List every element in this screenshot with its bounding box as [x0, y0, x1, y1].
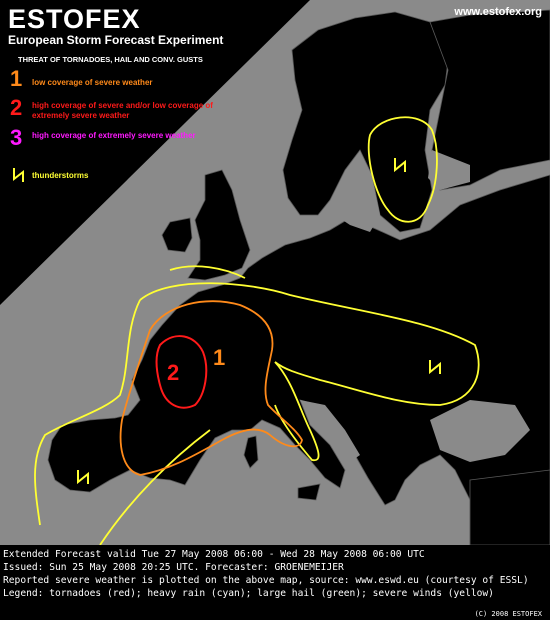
footer-valid: Extended Forecast valid Tue 27 May 2008 06:00 - Wed 28 May 2008 06:00 UTC — [3, 549, 425, 560]
legend-thunderstorms-text: thunderstorms — [32, 171, 89, 180]
legend-level3-text: high coverage of extremely severe weather — [32, 131, 196, 140]
turkey — [470, 470, 550, 545]
legend-level1-number: 1 — [10, 66, 23, 91]
site-url[interactable]: www.estofex.org — [454, 6, 542, 18]
brand-title: ESTOFEX — [8, 4, 141, 34]
legend-level2-text: high coverage of severe and/or low coverage of extremely severe weather — [32, 101, 213, 120]
footer-reported: Reported severe weather is plotted on the above map, source: www.eswd.eu (courtesy of ESSL) — [3, 575, 529, 586]
legend-title: THREAT OF TORNADOES, HAIL AND CONV. GUSTS — [18, 55, 203, 64]
footer-issued: Issued: Sun 25 May 2008 20:25 UTC. Forecaster: GROENEMEIJER — [3, 562, 344, 573]
lightning-icon — [10, 165, 28, 185]
footer-legend: Legend: tornadoes (red); heavy rain (cyan); large hail (green); severe winds (yellow) — [3, 588, 494, 599]
brand-subtitle: European Storm Forecast Experiment — [8, 33, 224, 47]
map-label-level2: 2 — [167, 360, 180, 385]
footer-copyright: (C) 2008 ESTOFEX — [474, 610, 542, 618]
legend-level1-text: low coverage of severe weather — [32, 78, 153, 87]
legend-level3-number: 3 — [10, 125, 23, 150]
legend-level2-number: 2 — [10, 95, 23, 120]
map-label-level1: 1 — [213, 345, 226, 370]
